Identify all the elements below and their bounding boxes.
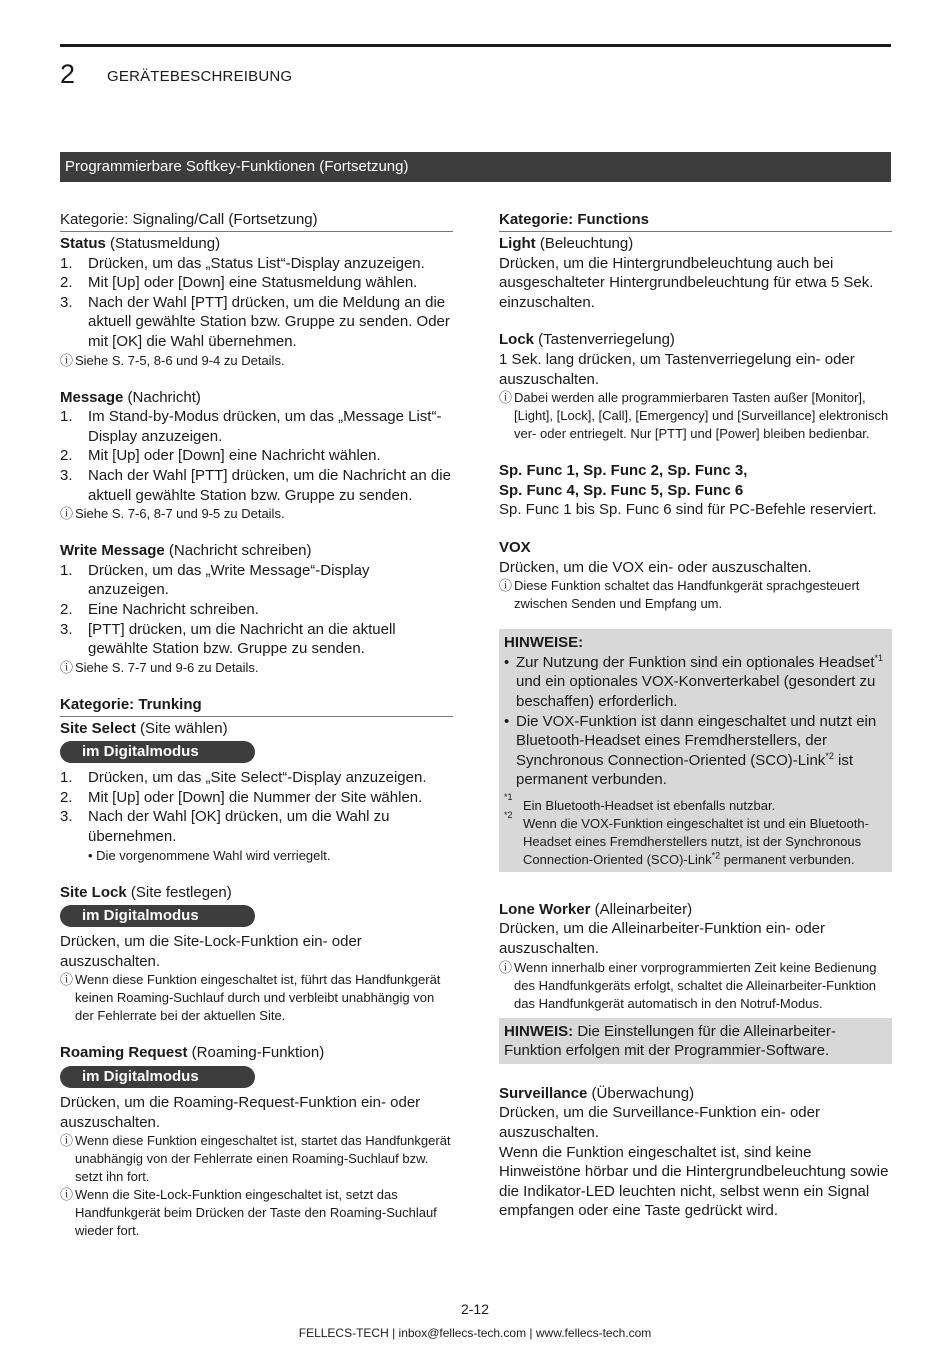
section-subtitle: (Site festlegen) bbox=[126, 883, 232, 901]
section-title: Site Lock bbox=[60, 883, 127, 901]
info-icon: ⓘ bbox=[499, 390, 513, 406]
section-subtitle: (Roaming-Funktion) bbox=[187, 1044, 325, 1062]
list-item: 1. Drücken, um das „Write Message“-Display anzuzeigen. bbox=[60, 561, 370, 599]
body-text: Drücken, um die VOX ein- oder auszuschalten. bbox=[499, 558, 812, 576]
sub-note: • Die vorgenommene Wahl wird verriegelt. bbox=[88, 847, 331, 863]
section-subtitle: (Tastenverriegelung) bbox=[534, 331, 675, 349]
section-title: Status bbox=[60, 235, 106, 252]
list-item: 1. Drücken, um das „Site Select“-Display anzuzeigen. bbox=[60, 769, 427, 787]
section-subtitle: (Beleuchtung) bbox=[535, 235, 634, 252]
steps-list bbox=[60, 407, 453, 505]
box-label: HINWEIS: bbox=[504, 1022, 574, 1040]
box-title: HINWEISE: bbox=[504, 634, 584, 652]
section-title: Lock bbox=[499, 331, 535, 349]
right-column bbox=[499, 210, 892, 1221]
list-item: 2. Mit [Up] oder [Down] eine Nachricht wählen. bbox=[60, 447, 381, 465]
note: ⓘ Wenn innerhalb einer vorprogrammierten Zeit keine Bedienung des Handfunkgeräts erfolgt, schaltet die Alleinarbeiter-Funktion das Handfunkgerät automatisch in den Notruf-Modus. bbox=[499, 959, 877, 1011]
note: ⓘ Wenn diese Funktion eingeschaltet ist, führt das Handfunkgerät keinen Roaming-Suchlauf durch und verbleibt unabhängig von der Fehlerrate bei der aktuellen Site. bbox=[60, 972, 441, 1024]
surveillance-section bbox=[499, 1084, 892, 1221]
section-subtitle: (Statusmeldung) bbox=[105, 235, 221, 252]
body-text: Drücken, um die Roaming-Request-Funktion ein- oder auszuschalten. bbox=[60, 1094, 421, 1131]
digital-mode-badge: im Digitalmodus bbox=[60, 741, 255, 763]
light-section bbox=[499, 234, 892, 312]
note: ⓘ Dabei werden alle programmierbaren Tasten außer [Monitor], [Light], [Lock], [Call], [Emergency] und [Surveillance] elektronisch ver- oder entriegelt. Nur [PTT] und [Power] bleiben bedienbar. bbox=[499, 390, 889, 442]
write-message-section bbox=[60, 541, 453, 677]
section-title: Roaming Request bbox=[60, 1044, 188, 1062]
section-title: Message bbox=[60, 388, 124, 406]
footnote: *2 Wenn die VOX-Funktion eingeschaltet ist und ein Bluetooth-Headset eines Fremdherstellers nutzt, ist der Synchronous Connection-Oriented (SCO)-Link$^{*2}$ permanent verbunden. bbox=[504, 809, 869, 867]
info-icon: ⓘ bbox=[60, 972, 74, 988]
section-subtitle: (Nachricht) bbox=[123, 388, 201, 406]
body-text: Drücken, um die Hintergrundbeleuchtung auch bei ausgeschalteter Hintergrundbeleuchtung für etwa 5 Sek. einzuschalten. bbox=[499, 254, 874, 311]
box-text: Die Einstellungen für die Alleinarbeiter-Funktion erfolgen mit der Programmier-Software. bbox=[504, 1022, 836, 1060]
site-select-section bbox=[60, 719, 453, 865]
body-text: Sp. Func 1 bis Sp. Func 6 sind für PC-Befehle reserviert. bbox=[499, 501, 877, 519]
note: ⓘ Siehe S. 7-7 und 9-6 zu Details. bbox=[60, 659, 259, 675]
hinweis-box bbox=[499, 1018, 892, 1064]
body-text: Drücken, um die Site-Lock-Funktion ein- oder auszuschalten. bbox=[60, 933, 362, 970]
list-item: 3. Nach der Wahl [PTT] drücken, um die Meldung an die aktuell gewählte Station bzw. Gruppe zu senden. Oder mit [OK] die Wahl übernehmen. bbox=[60, 293, 450, 350]
lone-worker-section bbox=[499, 900, 892, 1013]
info-icon: ⓘ bbox=[60, 1133, 74, 1149]
message-section bbox=[60, 388, 453, 524]
steps-list bbox=[60, 561, 453, 659]
note: ⓘ Siehe S. 7-6, 8-7 und 9-5 zu Details. bbox=[60, 506, 285, 522]
chapter-title: GERÄTEBESCHREIBUNG bbox=[107, 68, 293, 85]
sp-func-section bbox=[499, 461, 892, 520]
body-text: 1 Sek. lang drücken, um Tastenverriegelung ein- oder auszuschalten. bbox=[499, 350, 855, 388]
steps-list bbox=[60, 254, 453, 352]
vox-section bbox=[499, 538, 892, 613]
section-title: VOX bbox=[499, 538, 531, 556]
bullet-item: • Zur Nutzung der Funktion sind ein optionales Headset$^{*1}$ und ein optionales VOX-Konverterkabel (gesondert zu beschaffen) erforderlich. bbox=[504, 652, 884, 710]
info-icon: ⓘ bbox=[60, 1187, 74, 1203]
top-rule bbox=[60, 44, 891, 47]
note: ⓘ Wenn die Site-Lock-Funktion eingeschaltet ist, setzt das Handfunkgerät beim Drücken der Taste den Roaming-Suchlauf wieder fort. bbox=[60, 1187, 437, 1239]
section-title: Write Message bbox=[60, 542, 165, 560]
section-title: Sp. Func 4, Sp. Func 5, Sp. Func 6 bbox=[499, 481, 744, 499]
category-heading: Kategorie: Signaling/Call (Fortsetzung) bbox=[60, 210, 453, 232]
site-lock-section bbox=[60, 883, 453, 1026]
lock-section bbox=[499, 330, 892, 443]
left-column bbox=[60, 210, 453, 1240]
section-subtitle: (Site wählen) bbox=[135, 719, 228, 737]
info-icon: ⓘ bbox=[60, 352, 74, 368]
digital-mode-badge: im Digitalmodus bbox=[60, 1066, 255, 1088]
roaming-request-section bbox=[60, 1043, 453, 1240]
section-title: Surveillance bbox=[499, 1084, 588, 1102]
digital-mode-badge: im Digitalmodus bbox=[60, 905, 255, 927]
list-item: 2. Eine Nachricht schreiben. bbox=[60, 600, 259, 618]
list-item: 3. Nach der Wahl [OK] drücken, um die Wahl zu übernehmen. bbox=[60, 808, 390, 846]
note: ⓘ Diese Funktion schaltet das Handfunkgerät sprachgesteuert zwischen Senden und Empfang um. bbox=[499, 578, 860, 612]
info-icon: ⓘ bbox=[499, 578, 513, 594]
footer: FELLECS-TECH | inbox@fellecs-tech.com | www.fellecs-tech.com bbox=[298, 1326, 652, 1340]
list-item: 3. Nach der Wahl [PTT] drücken, um die Nachricht an die aktuell gewählte Station bzw. Gruppe zu senden. bbox=[60, 466, 451, 504]
section-bar: Programmierbare Softkey-Funktionen (Fortsetzung) bbox=[60, 152, 891, 182]
info-icon: ⓘ bbox=[60, 506, 74, 522]
section-title: Light bbox=[499, 235, 536, 252]
info-icon: ⓘ bbox=[60, 659, 74, 675]
section-subtitle: (Alleinarbeiter) bbox=[590, 900, 693, 918]
chapter-number: 2 bbox=[60, 59, 76, 89]
note: ⓘ Wenn diese Funktion eingeschaltet ist, startet das Handfunkgerät unabhängig von der Fehlerrate einen Roaming-Suchlauf bzw. setzt ihn fort. bbox=[60, 1133, 451, 1185]
category-heading: Kategorie: Functions bbox=[499, 210, 892, 232]
body-text: Drücken, um die Surveillance-Funktion ein- oder auszuschalten. bbox=[499, 1104, 820, 1142]
footnote: *1 Ein Bluetooth-Headset ist ebenfalls nutzbar. bbox=[504, 791, 776, 813]
status-section bbox=[60, 234, 453, 370]
note: ⓘ Siehe S. 7-5, 8-6 und 9-4 zu Details. bbox=[60, 352, 285, 368]
list-item: 2. Mit [Up] oder [Down] eine Statusmeldung wählen. bbox=[60, 274, 418, 292]
body-text: Wenn die Funktion eingeschaltet ist, sind keine Hinweistöne hörbar und die Hintergrundbeleuchtung sowie die Indikator-LED leuchten nicht, selbst wenn ein Signal empfangen oder eine Taste gedrückt wird. bbox=[499, 1143, 889, 1220]
section-subtitle: (Überwachung) bbox=[587, 1084, 695, 1102]
section-title: Site Select bbox=[60, 719, 136, 737]
page-number: 2-12 bbox=[460, 1301, 490, 1317]
list-item: 1. Im Stand-by-Modus drücken, um das „Message List“-Display anzuzeigen. bbox=[60, 408, 442, 445]
list-item: 1. Drücken, um das „Status List“-Display anzuzeigen. bbox=[60, 254, 425, 272]
list-item: 3. [PTT] drücken, um die Nachricht an die aktuell gewählte Station bzw. Gruppe zu senden. bbox=[60, 620, 396, 658]
category-heading: Kategorie: Trunking bbox=[60, 695, 453, 717]
steps-list bbox=[60, 768, 453, 846]
info-icon: ⓘ bbox=[499, 959, 513, 975]
body-text: Drücken, um die Alleinarbeiter-Funktion ein- oder auszuschalten. bbox=[499, 920, 825, 958]
section-title: Sp. Func 1, Sp. Func 2, Sp. Func 3, bbox=[499, 462, 748, 480]
section-title: Lone Worker bbox=[499, 900, 591, 918]
hinweise-box bbox=[499, 629, 892, 872]
list-item: 2. Mit [Up] oder [Down] die Nummer der Site wählen. bbox=[60, 788, 423, 806]
section-subtitle: (Nachricht schreiben) bbox=[164, 542, 312, 560]
bullet-item: • Die VOX-Funktion ist dann eingeschaltet und nutzt ein Bluetooth-Headset eines Fremdherstellers, der Synchronous Connection-Oriented (SCO)-Link$^{*2}$ ist permanent verbunden. bbox=[504, 712, 877, 789]
